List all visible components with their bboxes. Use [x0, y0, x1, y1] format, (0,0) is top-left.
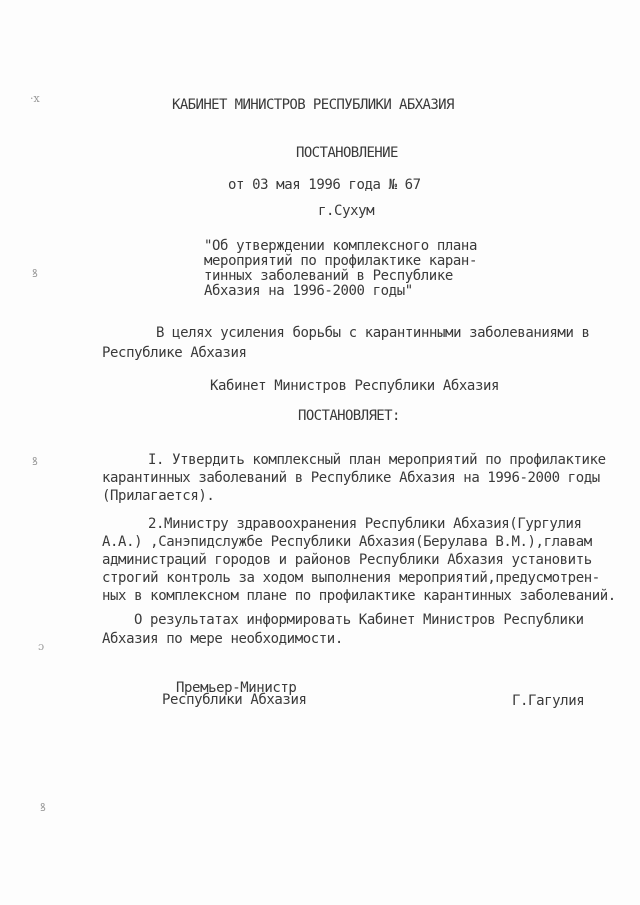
- signatory-title: Премьер-Министр: [176, 680, 297, 696]
- margin-mark: ꝸ: [32, 267, 38, 280]
- margin-mark: ꝸ: [40, 801, 46, 814]
- item-2-line: А.А.) ,Санэпидслужбе Республики Абхазия(Берулава В.М.),главам: [102, 534, 592, 550]
- issuing-body: Кабинет Министров Республики Абхазия: [210, 378, 500, 394]
- item-1-line: карантинных заболеваний в Республике Абхазия на 1996-2000 годы: [102, 470, 600, 486]
- preamble-line: В целях усиления борьбы с карантинными заболеваниями в: [156, 325, 590, 341]
- item-3-line: Абхазия по мере необходимости.: [102, 631, 343, 647]
- document-type: ПОСТАНОВЛЕНИЕ: [296, 145, 398, 161]
- signatory-name: Г.Гагулия: [512, 693, 585, 709]
- margin-mark: ɔ: [38, 640, 45, 653]
- item-2-line: 2.Министру здравоохранения Республики Абхазия(Гургулия: [148, 516, 582, 532]
- organization-title: КАБИНЕТ МИНИСТРОВ РЕСПУБЛИКИ АБХАЗИЯ: [172, 97, 454, 113]
- signatory-title: Республики Абхазия: [162, 692, 307, 708]
- margin-mark: ·ⅹ: [30, 92, 40, 105]
- item-2-line: ных в комплексном плане по профилактике карантинных заболеваний.: [102, 588, 616, 604]
- item-1-line: I. Утвердить комплексный план мероприятий по профилактике: [148, 452, 606, 468]
- item-2-line: администраций городов и районов Республики Абхазия установить: [102, 552, 592, 568]
- item-1-line: (Прилагается).: [102, 488, 215, 504]
- subject-line: Абхазия на 1996-2000 годы": [204, 283, 413, 299]
- subject-line: тинных заболеваний в Республике: [204, 268, 453, 284]
- subject-line: мероприятий по профилактике каран-: [204, 253, 477, 269]
- item-3-line: О результатах информировать Кабинет Министров Республики: [134, 612, 584, 628]
- item-2-line: строгий контроль за ходом выполнения мероприятий,предусмотрен-: [102, 570, 600, 586]
- preamble-line: Республике Абхазия: [102, 345, 247, 361]
- subject-line: "Об утверждении комплексного плана: [204, 238, 477, 254]
- margin-mark: ꝸ: [32, 455, 38, 468]
- document-city: г.Сухум: [318, 203, 375, 219]
- resolves-heading: ПОСТАНОВЛЯЕТ:: [298, 408, 400, 424]
- document-date-number: от 03 мая 1996 года № 67: [228, 177, 421, 193]
